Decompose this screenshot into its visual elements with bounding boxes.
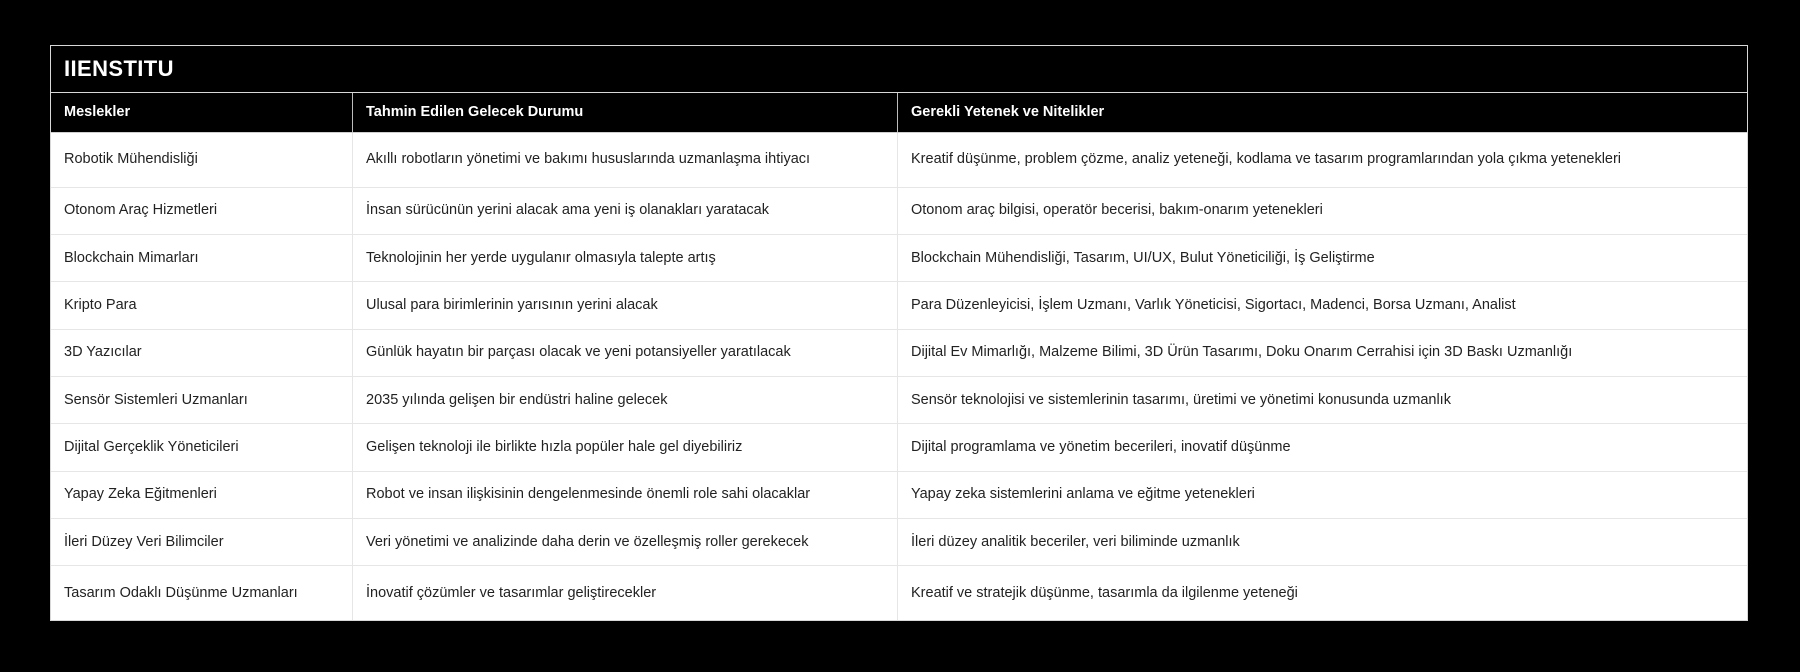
cell-durum: Gelişen teknoloji ile birlikte hızla popüler hale gel diyebiliriz	[352, 424, 897, 470]
table-row	[51, 330, 1747, 377]
column-header-tahmin-edilen-gelecek-durumu: Tahmin Edilen Gelecek Durumu	[352, 93, 897, 132]
cell-yetenek: Kreatif ve stratejik düşünme, tasarımla da ilgilenme yeteneği	[897, 566, 1747, 620]
table-row	[51, 133, 1747, 188]
table-row	[51, 424, 1747, 471]
cell-durum: Robot ve insan ilişkisinin dengelenmesinde önemli role sahi olacaklar	[352, 472, 897, 518]
table-row	[51, 519, 1747, 566]
cell-yetenek: Blockchain Mühendisliği, Tasarım, UI/UX, Bulut Yöneticiliği, İş Geliştirme	[897, 235, 1747, 281]
table-row	[51, 377, 1747, 424]
cell-yetenek: Yapay zeka sistemlerini anlama ve eğitme yetenekleri	[897, 472, 1747, 518]
cell-meslek: Otonom Araç Hizmetleri	[64, 202, 218, 219]
cell-durum: Teknolojinin her yerde uygulanır olmasıyla talepte artış	[352, 235, 897, 281]
cell-durum: İnsan sürücünün yerini alacak ama yeni iş olanakları yaratacak	[352, 188, 897, 234]
cell-yetenek: Para Düzenleyicisi, İşlem Uzmanı, Varlık Yöneticisi, Sigortacı, Madenci, Borsa Uzmanı, Analist	[897, 282, 1747, 328]
cell-yetenek: Otonom araç bilgisi, operatör becerisi, bakım-onarım yetenekleri	[897, 188, 1747, 234]
table-row	[51, 282, 1747, 329]
cell-meslek: Robotik Mühendisliği	[64, 151, 198, 168]
cell-meslek: Sensör Sistemleri Uzmanları	[64, 391, 248, 408]
cell-meslek: Blockchain Mimarları	[64, 249, 199, 266]
cell-yetenek: Sensör teknolojisi ve sistemlerinin tasarımı, üretimi ve yönetimi konusunda uzmanlık	[897, 377, 1747, 423]
cell-durum: Akıllı robotların yönetimi ve bakımı hususlarında uzmanlaşma ihtiyacı	[352, 133, 897, 187]
cell-durum: Ulusal para birimlerinin yarısının yerini alacak	[352, 282, 897, 328]
table-header-row	[51, 93, 1747, 133]
cell-meslek: İleri Düzey Veri Bilimciler	[64, 533, 224, 550]
cell-durum: 2035 yılında gelişen bir endüstri haline gelecek	[352, 377, 897, 423]
column-header-gerekli-yetenek-ve-nitelikler: Gerekli Yetenek ve Nitelikler	[897, 93, 1747, 132]
table-row	[51, 235, 1747, 282]
cell-yetenek: Kreatif düşünme, problem çözme, analiz yeteneği, kodlama ve tasarım programlarından yola çıkma yetenekleri	[897, 133, 1747, 187]
cell-durum: Günlük hayatın bir parçası olacak ve yeni potansiyeller yaratılacak	[352, 330, 897, 376]
cell-yetenek: İleri düzey analitik beceriler, veri biliminde uzmanlık	[897, 519, 1747, 565]
table-body	[51, 133, 1747, 620]
cell-durum: Veri yönetimi ve analizinde daha derin ve özelleşmiş roller gerekecek	[352, 519, 897, 565]
brand-bar	[51, 46, 1747, 93]
cell-durum: İnovatif çözümler ve tasarımlar geliştirecekler	[352, 566, 897, 620]
table-row	[51, 472, 1747, 519]
cell-meslek: 3D Yazıcılar	[64, 344, 142, 361]
cell-meslek: Kripto Para	[64, 296, 137, 313]
future-jobs-table	[50, 45, 1748, 621]
cell-meslek: Yapay Zeka Eğitmenleri	[64, 486, 217, 503]
cell-yetenek: Dijital Ev Mimarlığı, Malzeme Bilimi, 3D Ürün Tasarımı, Doku Onarım Cerrahisi için 3D Baskı Uzmanlığı	[897, 330, 1747, 376]
cell-yetenek: Dijital programlama ve yönetim becerileri, inovatif düşünme	[897, 424, 1747, 470]
table-row	[51, 566, 1747, 620]
cell-meslek: Tasarım Odaklı Düşünme Uzmanları	[64, 584, 298, 601]
table-row	[51, 188, 1747, 235]
column-header-meslekler: Meslekler	[64, 103, 131, 120]
brand-title: IIENSTITU	[64, 56, 174, 81]
cell-meslek: Dijital Gerçeklik Yöneticileri	[64, 438, 239, 455]
